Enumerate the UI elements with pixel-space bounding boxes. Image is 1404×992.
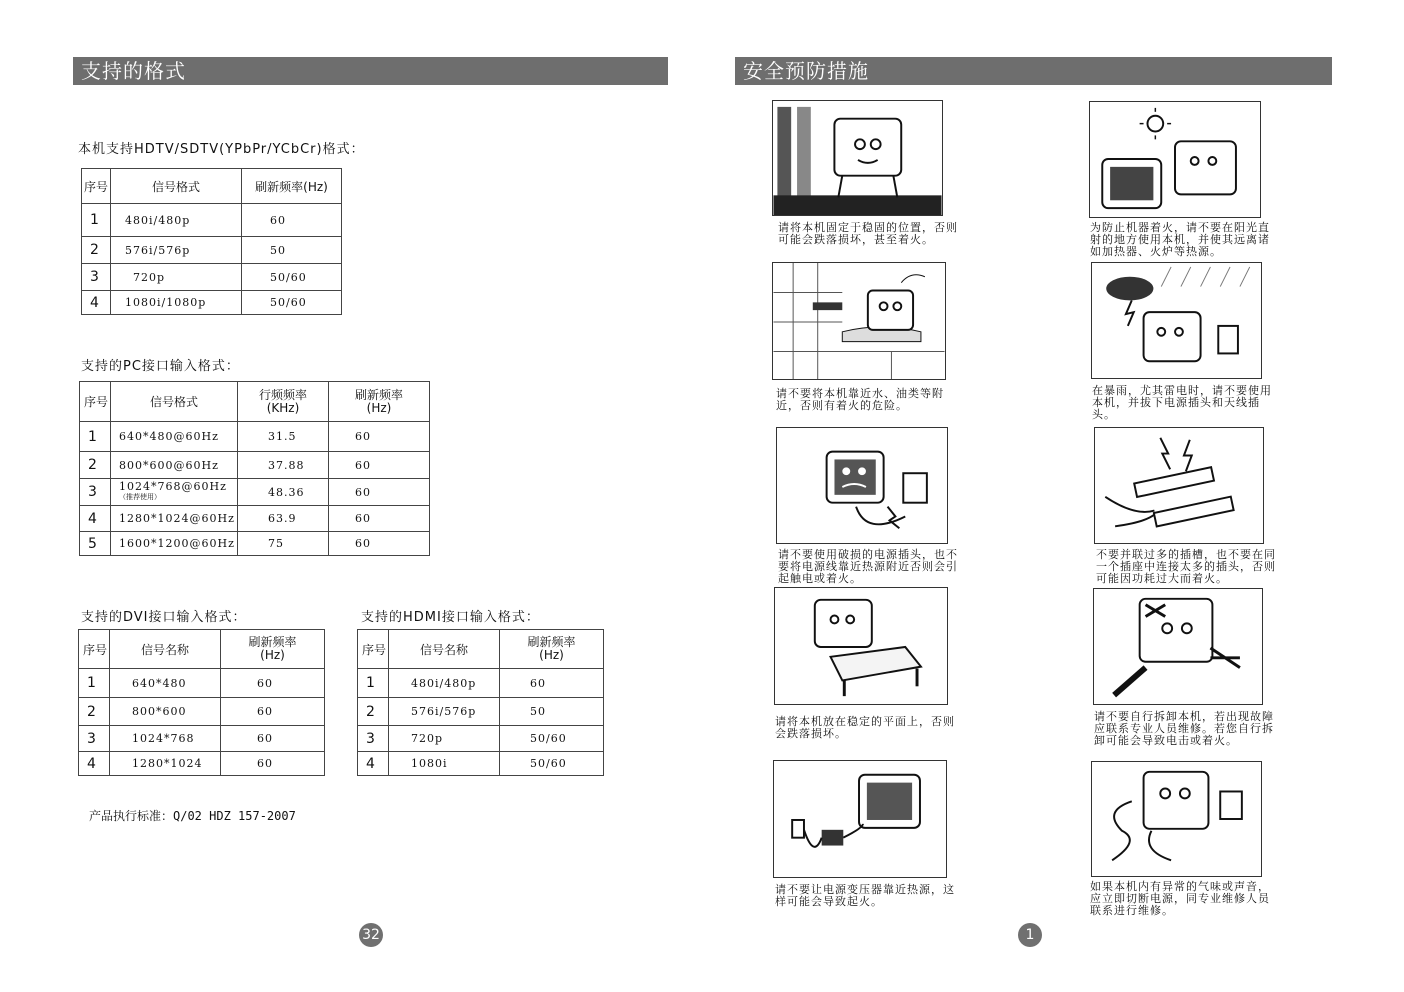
horizontal-frequency: 48.36	[238, 479, 329, 506]
refresh-rate: 60	[329, 479, 430, 506]
row-index: 1	[358, 669, 389, 698]
table-row	[80, 479, 430, 506]
recommended-note: （推荐使用）	[119, 493, 161, 501]
signal-format: 576i/576p	[111, 237, 242, 264]
col-index: 序号	[79, 630, 110, 669]
table-row	[82, 291, 342, 315]
tv-on-unstable-stand-drawing	[773, 101, 942, 215]
table-row	[358, 669, 604, 698]
table-row	[80, 532, 430, 556]
safety-text-disassembly: 请不要自行拆卸本机，若出现故障应联系专业人员维修。若您自行拆卸可能会导致电击或着火。	[1094, 710, 1274, 747]
row-index: 1	[82, 204, 111, 237]
tv-near-water-icon	[772, 262, 946, 380]
horizontal-frequency: 75	[238, 532, 329, 556]
refresh-rate: 50/60	[242, 264, 342, 291]
page-number-right: 1	[1018, 923, 1042, 947]
table-header-row	[82, 169, 342, 204]
formats-section-header: 支持的格式	[73, 57, 668, 85]
tv-disassembly-icon	[1093, 588, 1263, 705]
row-index: 2	[80, 452, 111, 479]
col-refresh-rate	[329, 382, 430, 422]
horizontal-frequency-label: 行频频率	[258, 387, 307, 402]
tv-near-water-drawing	[773, 263, 945, 379]
col-refresh-rate	[221, 630, 325, 669]
refresh-rate: 50	[242, 237, 342, 264]
tv-abnormal-smell-drawing	[1092, 762, 1261, 876]
row-index: 3	[82, 264, 111, 291]
row-index: 3	[79, 726, 110, 752]
signal-name: 1280*1024	[110, 752, 221, 776]
refresh-rate: 60	[221, 698, 325, 726]
col-horizontal-frequency	[238, 382, 329, 422]
row-index: 4	[79, 752, 110, 776]
row-index: 2	[358, 698, 389, 726]
refresh-rate-unit: (Hz)	[539, 648, 564, 662]
col-signal-format: 信号格式	[111, 382, 238, 422]
table-row	[79, 698, 325, 726]
tv-on-unstable-stand-icon	[772, 100, 943, 216]
safety-text-sunlight-heat: 为防止机器着火，请不要在阳光直射的地方使用本机，并使其远离诸如加热器、火炉等热源。	[1090, 221, 1270, 258]
signal-format-value: 1024*768@60Hz	[119, 480, 227, 493]
page-number-left: 32	[359, 923, 383, 947]
signal-format: 1600*1200@60Hz	[111, 532, 238, 556]
row-index: 4	[82, 291, 111, 315]
tv-abnormal-smell-icon	[1091, 761, 1262, 877]
refresh-rate-label: 刷新频率	[354, 387, 403, 402]
col-signal-name: 信号名称	[389, 630, 500, 669]
tv-thunderstorm-icon	[1091, 262, 1262, 379]
col-refresh-rate: 刷新频率(Hz)	[242, 169, 342, 204]
signal-name: 800*600	[110, 698, 221, 726]
horizontal-frequency: 31.5	[238, 422, 329, 452]
horizontal-frequency: 37.88	[238, 452, 329, 479]
table-row	[82, 264, 342, 291]
col-signal-name: 信号名称	[110, 630, 221, 669]
pc-input-caption: 支持的PC接口输入格式：	[81, 359, 240, 374]
signal-name: 640*480	[110, 669, 221, 698]
safety-text-abnormal-smell: 如果本机内有异常的气味或声音，应立即切断电源，同专业维修人员联系进行维修。	[1090, 880, 1270, 917]
refresh-rate: 60	[242, 204, 342, 237]
tv-sunlight-heater-icon	[1089, 101, 1261, 218]
row-index: 3	[80, 479, 111, 506]
table-row	[79, 752, 325, 776]
refresh-rate: 60	[329, 452, 430, 479]
safety-section-header: 安全预防措施	[735, 57, 1332, 85]
table-row	[358, 726, 604, 752]
col-refresh-rate	[500, 630, 604, 669]
refresh-rate: 50	[500, 698, 604, 726]
tv-thunderstorm-drawing	[1092, 263, 1261, 378]
safety-text-water-oil: 请不要将本机靠近水、油类等附近，否则有着火的危险。	[776, 387, 944, 412]
table-header-row	[79, 630, 325, 669]
signal-format: 1080i/1080p	[111, 291, 242, 315]
col-index: 序号	[80, 382, 111, 422]
table-header-row	[80, 382, 430, 422]
refresh-rate-unit: (Hz)	[366, 400, 392, 415]
table-row	[82, 237, 342, 264]
tv-on-table-drawing	[775, 588, 947, 704]
horizontal-frequency-unit: (KHz)	[266, 400, 300, 415]
safety-text-stable-surface: 请将本机放在稳定的平面上，否则会跌落损坏。	[775, 715, 955, 740]
tv-sunlight-heater-drawing	[1090, 102, 1260, 217]
col-index: 序号	[358, 630, 389, 669]
safety-text-damaged-plug: 请不要使用破损的电源插头，也不要将电源线靠近热源附近否则会引起触电或着火。	[778, 548, 958, 585]
table-row	[358, 752, 604, 776]
row-index: 2	[79, 698, 110, 726]
table-header-row	[358, 630, 604, 669]
hdmi-format-table	[357, 629, 604, 776]
refresh-rate: 60	[221, 726, 325, 752]
row-index: 2	[82, 237, 111, 264]
refresh-rate: 60	[500, 669, 604, 698]
hdmi-input-caption: 支持的HDMI接口输入格式：	[361, 610, 540, 625]
horizontal-frequency: 63.9	[238, 506, 329, 532]
damaged-plug-icon	[776, 427, 948, 544]
signal-name: 576i/576p	[389, 698, 500, 726]
overloaded-power-strip-icon	[1094, 427, 1264, 544]
safety-text-transformer: 请不要让电源变压器靠近热源，这样可能会导致起火。	[775, 883, 955, 908]
safety-text-stable-position: 请将本机固定于稳固的位置，否则可能会跌落损坏，甚至着火。	[778, 221, 958, 246]
table-row	[80, 506, 430, 532]
table-row	[80, 452, 430, 479]
table-row	[82, 204, 342, 237]
signal-format: 1280*1024@60Hz	[111, 506, 238, 532]
refresh-rate-label: 刷新频率	[248, 635, 297, 649]
signal-name: 480i/480p	[389, 669, 500, 698]
signal-name: 720p	[389, 726, 500, 752]
row-index: 3	[358, 726, 389, 752]
table-row	[80, 422, 430, 452]
col-index: 序号	[82, 169, 111, 204]
tv-disassembly-drawing	[1094, 589, 1262, 704]
dvi-format-table	[78, 629, 325, 776]
table-row	[358, 698, 604, 726]
refresh-rate-unit: (Hz)	[260, 648, 285, 662]
safety-text-thunderstorm: 在暴雨，尤其雷电时，请不要使用本机，并拔下电源插头和天线插头。	[1092, 384, 1272, 421]
signal-format: 720p	[111, 264, 242, 291]
signal-name: 1024*768	[110, 726, 221, 752]
transformer-near-heat-drawing	[774, 761, 946, 877]
table-row	[79, 669, 325, 698]
dvi-input-caption: 支持的DVI接口输入格式：	[81, 610, 247, 625]
tv-on-table-icon	[774, 587, 948, 705]
refresh-rate-label: 刷新频率	[527, 635, 576, 649]
table-row	[79, 726, 325, 752]
transformer-near-heat-icon	[773, 760, 947, 878]
refresh-rate: 60	[329, 422, 430, 452]
pc-format-table	[79, 381, 430, 556]
refresh-rate: 60	[221, 752, 325, 776]
refresh-rate: 50/60	[500, 726, 604, 752]
row-index: 5	[80, 532, 111, 556]
row-index: 4	[80, 506, 111, 532]
hdtv-caption: 本机支持HDTV/SDTV(YPbPr/YCbCr)格式：	[78, 142, 365, 157]
refresh-rate: 60	[329, 532, 430, 556]
col-signal-format: 信号格式	[111, 169, 242, 204]
refresh-rate: 50/60	[500, 752, 604, 776]
overloaded-power-strip-drawing	[1095, 428, 1263, 543]
hdtv-format-table	[81, 168, 342, 315]
refresh-rate: 50/60	[242, 291, 342, 315]
damaged-plug-drawing	[777, 428, 947, 543]
safety-text-power-strip: 不要并联过多的插槽，也不要在同一个插座中连接太多的插头，否则可能因功耗过大而着火。	[1096, 548, 1276, 585]
row-index: 4	[358, 752, 389, 776]
product-standard: 产品执行标准：Q/02 HDZ 157-2007	[89, 809, 296, 823]
signal-format: 480i/480p	[111, 204, 242, 237]
signal-name: 1080i	[389, 752, 500, 776]
refresh-rate: 60	[329, 506, 430, 532]
signal-format: 800*600@60Hz	[111, 452, 238, 479]
signal-format	[111, 479, 238, 506]
refresh-rate: 60	[221, 669, 325, 698]
row-index: 1	[80, 422, 111, 452]
row-index: 1	[79, 669, 110, 698]
signal-format: 640*480@60Hz	[111, 422, 238, 452]
